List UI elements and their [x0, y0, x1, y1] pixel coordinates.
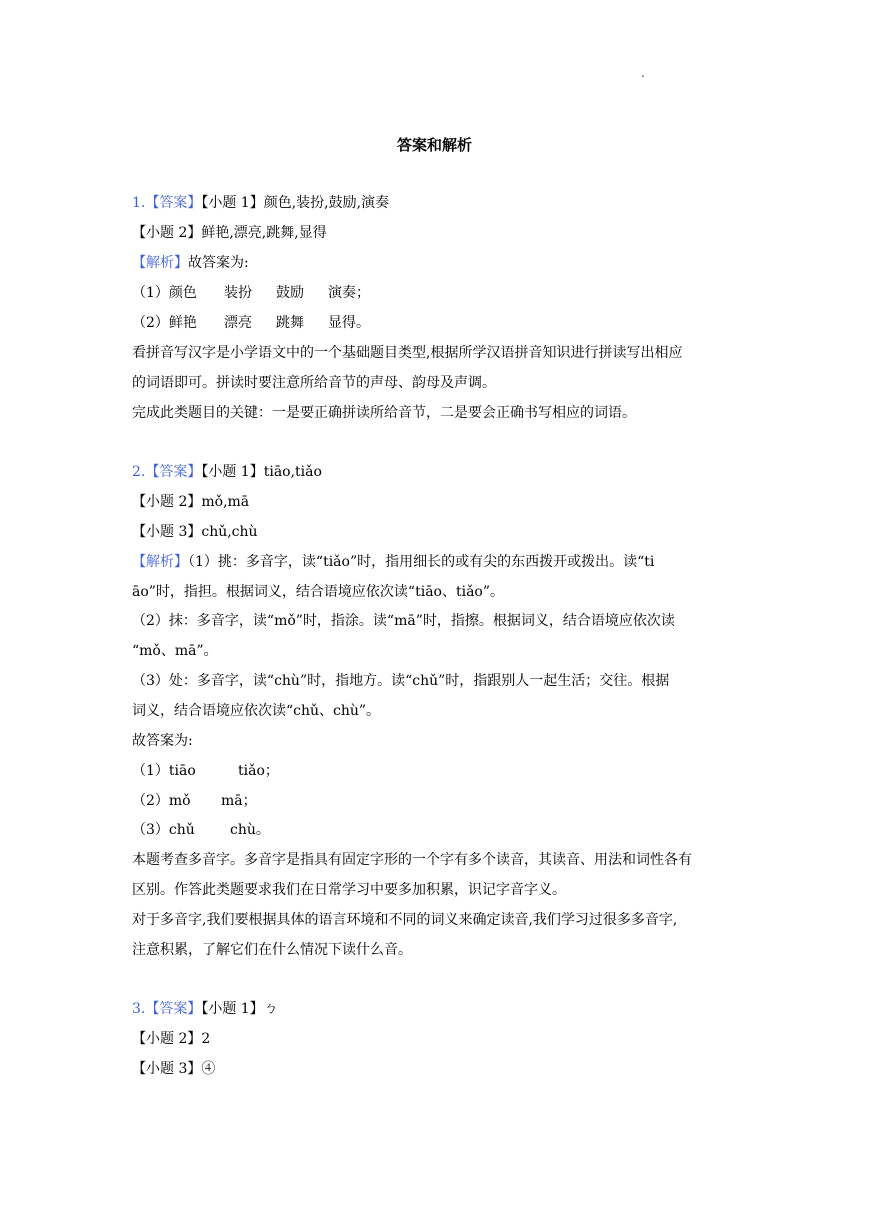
q3-sub3-line — [132, 1059, 738, 1079]
q2-a1-l1: （1）挑：多音字，读“tiǎo”时，指用细长的或有尖的东西拨开或拨出。读“ti — [188, 554, 655, 570]
page-title: 答案和解析 — [396, 136, 472, 154]
q2-ans3-word: chù。 — [230, 822, 270, 838]
q3-answer-tag: 【答案】 — [145, 1001, 202, 1017]
q2-sub2-line — [132, 492, 738, 512]
q1-ans2-word: 跳舞 — [276, 315, 304, 331]
q2-ans2-line — [132, 791, 738, 811]
q3-sub2-label: 【小题 2】 — [132, 1031, 202, 1047]
q1-analysis-tag: 【解析】 — [132, 255, 188, 271]
q1-ans2-word: 显得。 — [328, 315, 370, 331]
q3-number: 3. — [132, 1001, 146, 1017]
q2-para2-l2: 注意积累，了解它们在什么情况下读什么音。 — [132, 942, 412, 958]
q3-sub1-label: 【小题 1】 — [201, 1001, 264, 1017]
q2-para1-l2: 区别。作答此类题要求我们在日常学习中要多加积累，识记字音字义。 — [132, 882, 566, 898]
q1-sub1-label: 【小题 1】 — [201, 195, 264, 211]
q2-lead: 故答案为: — [132, 733, 193, 749]
q2-ans1-line — [132, 761, 738, 781]
q1-ans1-word: （1）颜色 — [132, 285, 197, 301]
q2-sub2-text: mǒ,mā — [201, 494, 250, 510]
q2-sub1-label: 【小题 1】 — [201, 464, 264, 480]
q3-sub1-text: ㄅ — [263, 1001, 278, 1017]
q2-ans3-word: （3）chǔ — [132, 822, 195, 838]
q1-para1-l2: 的词语即可。拼读时要注意所给音节的声母、韵母及声调。 — [132, 375, 496, 391]
q2-sub3-text: chǔ,chù — [201, 524, 258, 540]
q1-ans1-word: 装扮 — [224, 285, 252, 301]
q2-ans2-word: （2）mǒ — [132, 793, 191, 809]
header-dot: . — [641, 66, 645, 80]
q1-analysis-line — [132, 253, 738, 273]
q2-a3-l1: （3）处：多音字，读“chù”时，指地方。读“chǔ”时，指跟别人一起生活；交往。根据 — [132, 673, 670, 689]
q1-ans2-word: 漂亮 — [224, 315, 252, 331]
q2-ans2-word: mā； — [221, 793, 257, 809]
q1-ans2-word: （2）鲜艳 — [132, 315, 197, 331]
q1-sub1-text: 颜色,装扮,鼓励,演奏 — [263, 195, 390, 211]
q3-answer-line — [132, 999, 738, 1019]
q2-ans1-word: tiǎo； — [238, 763, 279, 779]
q3-sub2-line — [132, 1029, 738, 1049]
q3-sub3-label: 【小题 3】 — [132, 1061, 202, 1077]
q1-ans1-word: 演奏； — [328, 285, 370, 301]
q1-answer-tag: 【答案】 — [145, 195, 202, 211]
q2-answer-line — [132, 462, 738, 482]
q2-ans3-line — [132, 820, 738, 840]
q1-para2: 完成此类题目的关键：一是要正确拼读所给音节，二是要会正确书写相应的词语。 — [132, 405, 636, 421]
q2-para1-l1: 本题考查多音字。多音字是指具有固定字形的一个字有多个读音，其读音、用法和词性各有 — [132, 852, 692, 868]
q1-answer-line — [132, 193, 738, 213]
q2-a1-l2: āo”时，指担。根据词义，结合语境应依次读“tiāo、tiǎo”。 — [132, 584, 505, 600]
q1-para1-l1: 看拼音写汉字是小学语文中的一个基础题目类型,根据所学汉语拼音知识进行拼读写出相应 — [132, 345, 683, 361]
q1-sub2-label: 【小题 2】 — [132, 225, 202, 241]
q2-sub3-line — [132, 522, 738, 542]
q3-sub3-text: ④ — [201, 1061, 216, 1077]
q2-analysis-a1-l1 — [132, 552, 738, 572]
q2-sub2-label: 【小题 2】 — [132, 494, 202, 510]
q2-answer-tag: 【答案】 — [145, 464, 202, 480]
q2-ans1-word: （1）tiāo — [132, 763, 196, 779]
q2-a2-l2: “mǒ、mā”。 — [132, 643, 218, 659]
q2-a2-l1: （2）抹：多音字，读“mǒ”时，指涂。读“mā”时，指擦。根据词义，结合语境应依次读 — [132, 613, 675, 629]
q1-ans1-line — [132, 283, 738, 303]
q2-a3-l2: 词义，结合语境应依次读“chǔ、chù”。 — [132, 703, 381, 719]
q1-ans1-word: 鼓励 — [276, 285, 304, 301]
q1-ans2-line — [132, 313, 738, 333]
q2-sub1-text: tiāo,tiǎo — [263, 464, 322, 480]
q2-analysis-tag: 【解析】 — [132, 554, 188, 570]
q3-sub2-text: 2 — [201, 1031, 211, 1047]
q1-sub2-line — [132, 223, 738, 243]
q1-sub2-text: 鲜艳,漂亮,跳舞,显得 — [201, 225, 327, 241]
q2-para2-l1: 对于多音字,我们要根据具体的语言环境和不同的词义来确定读音,我们学习过很多多音字, — [132, 912, 678, 928]
q1-analysis-lead: 故答案为: — [188, 255, 249, 271]
q1-number: 1. — [132, 195, 146, 211]
q2-number: 2. — [132, 464, 146, 480]
q2-sub3-label: 【小题 3】 — [132, 524, 202, 540]
